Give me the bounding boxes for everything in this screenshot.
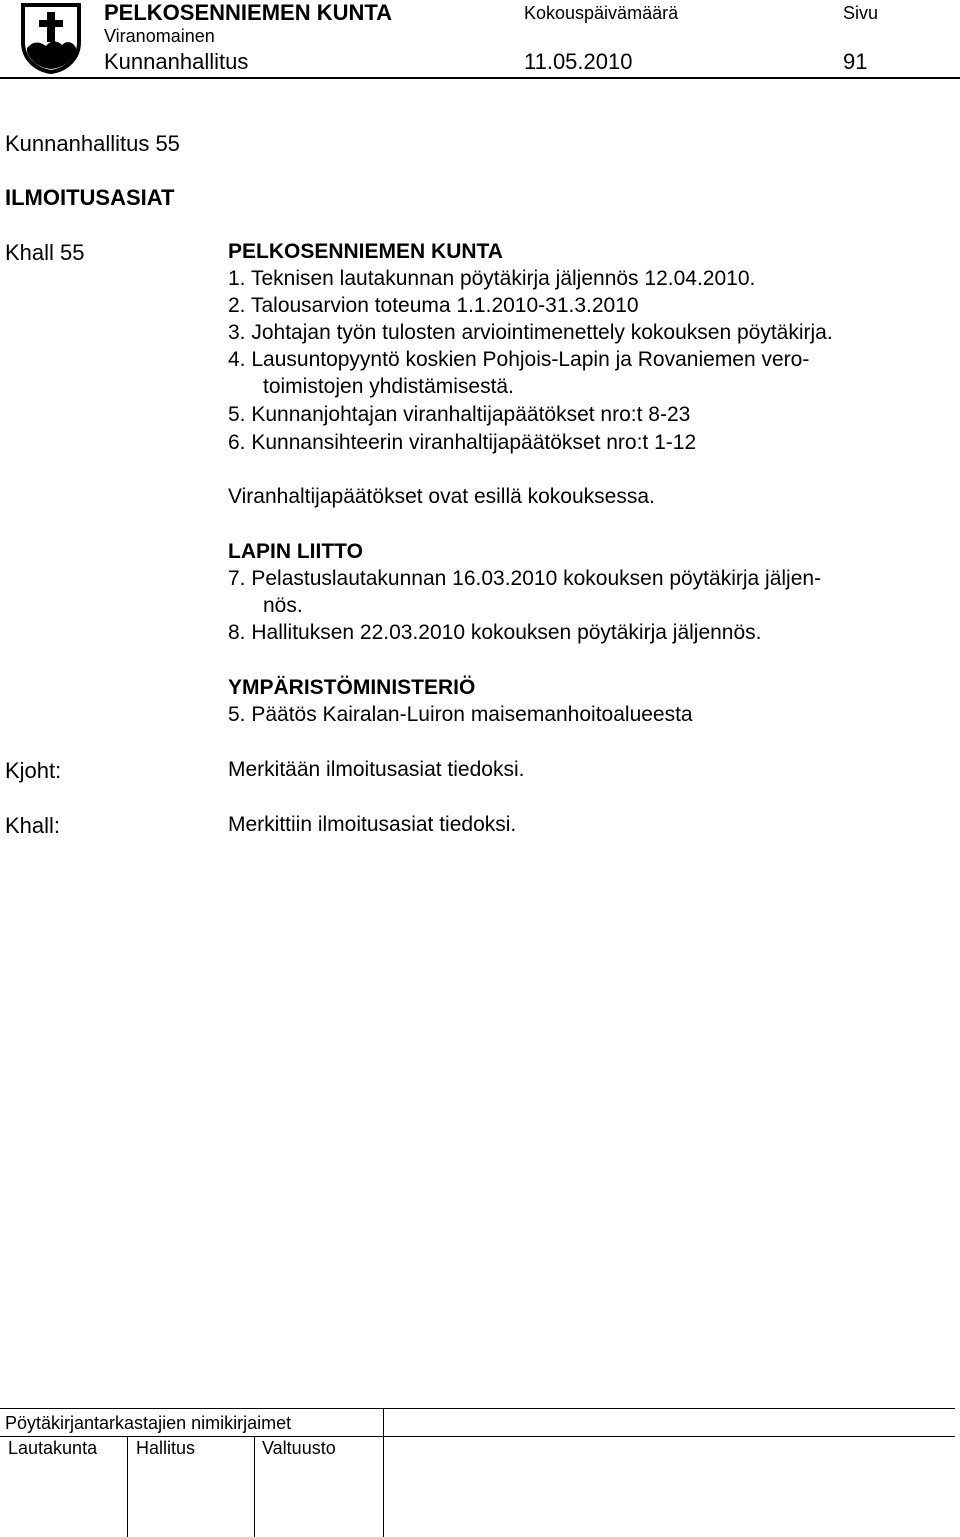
group-note: Viranhaltijapäätökset ovat esillä kokouksessa. [228,485,655,508]
signature-table-column-divider [383,1409,384,1537]
header-municipality: PELKOSENNIEMEN KUNTA [104,0,393,25]
signature-column-valtuusto: Valtuusto [262,1438,336,1458]
khall-section-label: Khall 55 [5,240,85,265]
group-lapin-liitto-name: LAPIN LIITTO [228,540,363,563]
header-page-number: 91 [843,49,868,74]
header-page-label: Sivu [843,3,879,23]
list-item: 5. Kunnanjohtajan viranhaltijapäätökset nro:t 8-23 [228,403,691,426]
group-ymparistoministerio-name: YMPÄRISTÖMINISTERIÖ [228,676,476,699]
header-date: 11.05.2010 [524,49,633,74]
list-item: 6. Kunnansihteerin viranhaltijapäätökset nro:t 1-12 [228,431,697,454]
list-item-continuation: nös. [263,594,303,617]
signature-column-lautakunta: Lautakunta [8,1438,98,1458]
list-item: 1. Teknisen lautakunnan pöytäkirja jäljennös 12.04.2010. [228,267,756,290]
kjoht-proposal: Merkitään ilmoitusasiat tiedoksi. [228,758,525,781]
list-item: 4. Lausuntopyyntö koskien Pohjois-Lapin ja Rovaniemen vero- [228,348,810,371]
signature-table-title: Pöytäkirjantarkastajien nimikirjaimet [5,1413,292,1433]
list-item: 8. Hallituksen 22.03.2010 kokouksen pöytäkirja jäljennös. [228,621,762,644]
header-authority: Kunnanhallitus [104,49,249,74]
header-date-label: Kokouspäivämäärä [524,3,679,23]
signature-initials-table [0,1408,955,1537]
list-item: 5. Päätös Kairalan-Luiron maisemanhoitoalueesta [228,703,693,726]
section-heading: Kunnanhallitus 55 [5,131,180,156]
signature-table-row-divider [0,1436,955,1437]
list-item: 3. Johtajan työn tulosten arviointimenettely kokouksen pöytäkirja. [228,321,833,344]
list-item: 2. Talousarvion toteuma 1.1.2010-31.3.2010 [228,294,639,317]
municipality-coat-of-arms-icon [20,2,82,74]
signature-table-column-divider [254,1436,255,1537]
khall-decision: Merkittiin ilmoitusasiat tiedoksi. [228,813,517,836]
header-divider [0,77,960,79]
header-authority-label: Viranomainen [104,26,215,46]
signature-column-hallitus: Hallitus [136,1438,196,1458]
list-item-continuation: toimistojen yhdistämisestä. [263,375,514,398]
khall-label: Khall: [5,813,61,838]
group-pelkosenniemi-name: PELKOSENNIEMEN KUNTA [228,240,503,263]
kjoht-label: Kjoht: [5,758,62,783]
signature-table-column-divider [127,1436,128,1537]
list-item: 7. Pelastuslautakunnan 16.03.2010 kokouksen pöytäkirja jäljen- [228,567,822,590]
section-title: ILMOITUSASIAT [5,185,175,210]
